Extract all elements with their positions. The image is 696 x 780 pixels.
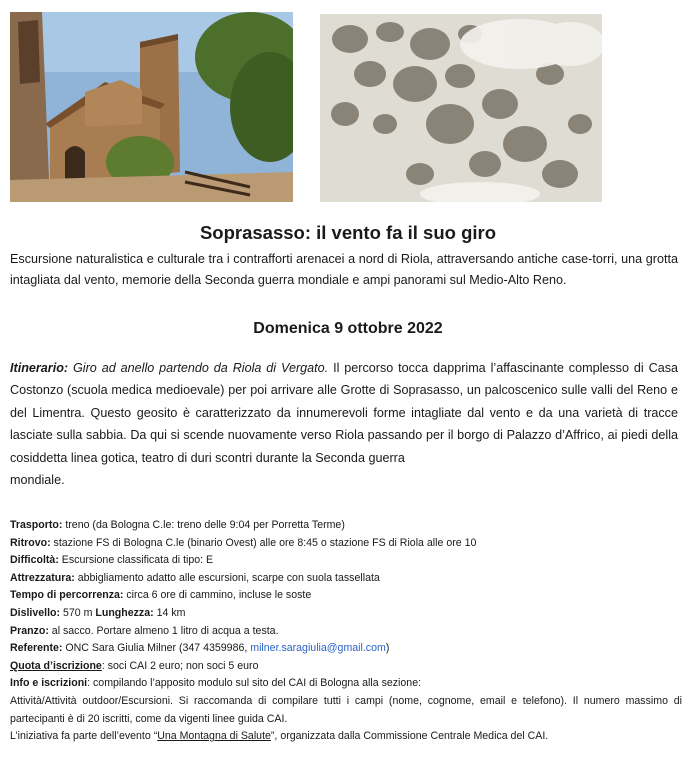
tower-house-photo: [10, 12, 293, 202]
info-trasporto: Trasporto: treno (da Bologna C.le: treno delle 9:04 per Porretta Terme): [10, 519, 345, 531]
info-attrezzatura: Attrezzatura: abbigliamento adatto alle escursioni, scarpe con suola tassellata: [10, 571, 380, 584]
info-referente: Referente: ONC Sara Giulia Milner (347 4359986, milner.saragiulia@gmail.com): [10, 642, 390, 655]
event-date: Domenica 9 ottobre 2022: [253, 320, 443, 337]
page-title: Soprasasso: il vento fa il suo giro: [199, 222, 497, 243]
info-dislivello: Dislivello: 570 m Lunghezza: 14 km: [10, 606, 186, 619]
info-ritrovo: Ritrovo: stazione FS di Bologna C.le (binario Ovest) alle ore 8:45 o stazione FS di Riola alle ore 10: [10, 536, 477, 549]
info-tempo: Tempo di percorrenza: circa 6 ore di cammino, incluse le soste: [10, 589, 312, 602]
itinerary-lead: Giro ad anello partendo da Riola di Vergato.: [73, 361, 329, 375]
itinerary-paragraph: [10, 357, 678, 491]
info-iniziativa: L’iniziativa fa parte dell’evento “Una Montagna di Salute”, organizzata dalla Commissione Centrale Medica del CAI.: [10, 730, 549, 743]
info-difficolta: Difficoltà: Escursione classificata di tipo: E: [10, 554, 214, 567]
intro-paragraph: Escursione naturalistica e culturale tra i contrafforti arenacei a nord di Riola, attraversando antiche case-torri, una grotta intagliata dal vento, memorie della Seconda guerra mondiale e ampi panorami sul Medio-Alto Reno.: [10, 252, 678, 287]
itinerary-last-line: mondiale.: [10, 473, 65, 488]
info-iscrizioni: Info e iscrizioni: compilando l’apposito modulo sul sito del CAI di Bologna alla sezione:: [10, 677, 422, 690]
info-quota: Quota d’iscrizione: soci CAI 2 euro; non soci 5 euro: [10, 659, 259, 672]
sandstone-photo: [320, 14, 602, 202]
info-attivita: Attività/Attività outdoor/Escursioni. Si raccomanda di compilare tutti i campi (nome, cognome, email e telefono). Il numero massimo di partecipanti è di 20 iscritti, come da vigenti linee guida CAI.: [10, 694, 682, 725]
info-block: [10, 517, 682, 746]
itinerary-text: Il percorso tocca dapprima l’affascinante complesso di Casa Costonzo (scuola medica medioevale) per poi arrivare alle Grotte di Soprasasso, un palcoscenico sulle valli del Reno e del Limentra. Questo geosito è caratterizzato da innumerevoli forme intagliate dal vento e da una varietà di tracce lasciate sulla sabbia. Da qui si scende nuovamente verso Riola passando per il borgo di Palazzo d’Affrico, ai piedi della cosiddetta linea gotica, teatro di duri scontri durante la Seconda guerra: [10, 361, 678, 465]
sandstone-illustration: [320, 14, 602, 202]
referente-email-link[interactable]: milner.saragiulia@gmail.com: [250, 642, 386, 655]
itinerary-label: Itinerario:: [10, 361, 69, 375]
tower-house-illustration: [10, 12, 293, 202]
una-montagna-di-salute-link[interactable]: Una Montagna di Salute: [157, 730, 271, 743]
info-pranzo: Pranzo: al sacco. Portare almeno 1 litro di acqua a testa.: [10, 624, 279, 637]
